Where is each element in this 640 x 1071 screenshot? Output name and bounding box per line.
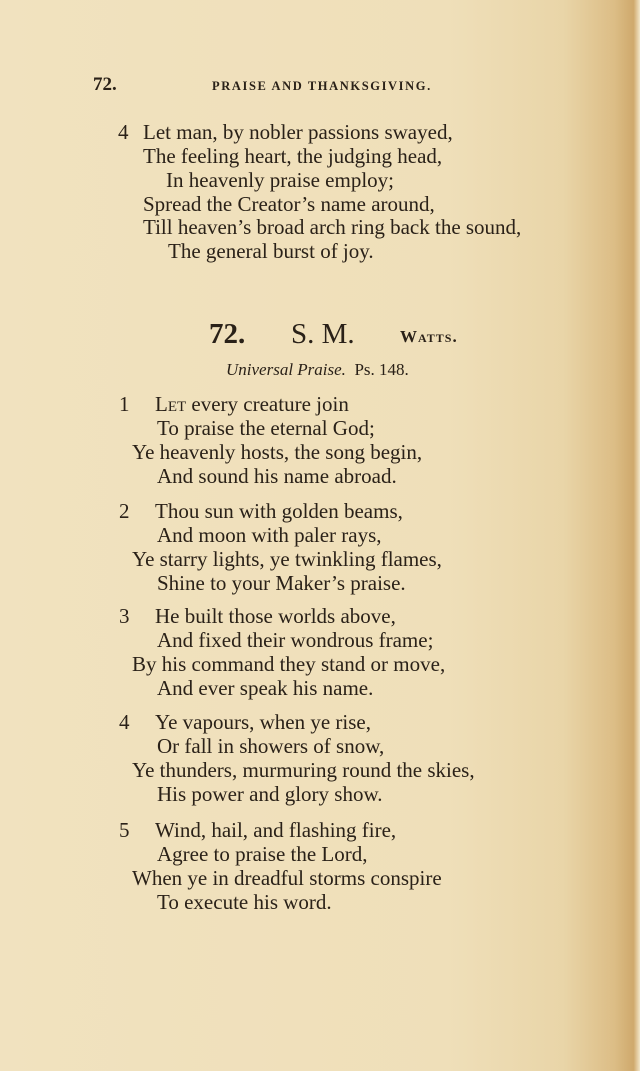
- verse-line: In heavenly praise employ;: [166, 168, 395, 192]
- line-rest: every creature join: [186, 392, 349, 416]
- verse-line: And sound his name abroad.: [157, 464, 397, 488]
- subtitle-title: Universal Praise.: [226, 360, 346, 379]
- verse-line: [155, 392, 349, 416]
- verse-line: Let man, by nobler passions swayed,: [143, 120, 453, 144]
- verse-line: When ye in dreadful storms conspire: [132, 866, 442, 890]
- verse-line: By his command they stand or move,: [132, 652, 446, 676]
- verse-line: Thou sun with golden beams,: [155, 499, 403, 523]
- running-title: PRAISE AND THANKSGIVING.: [212, 79, 432, 93]
- verse-line: The feeling heart, the judging head,: [143, 144, 443, 168]
- verse-line: Shine to your Maker’s praise.: [157, 571, 406, 595]
- verse-line: Ye heavenly hosts, the song begin,: [132, 440, 423, 464]
- verse-line: Ye starry lights, ye twinkling flames,: [132, 547, 442, 571]
- stanza-number: 4: [119, 710, 130, 734]
- stanza-number: 4: [118, 120, 129, 144]
- hymn-author: Watts.: [400, 327, 458, 346]
- psalm-reference: Ps. 148.: [354, 360, 409, 379]
- stanza-number: 2: [119, 499, 130, 523]
- verse-line: Agree to praise the Lord,: [157, 842, 368, 866]
- verse-line: He built those worlds above,: [155, 604, 396, 628]
- verse-line: Ye vapours, when ye rise,: [155, 710, 371, 734]
- verse-line: And ever speak his name.: [157, 676, 374, 700]
- verse-line: The general burst of joy.: [168, 239, 374, 263]
- stanza-number: 5: [119, 818, 130, 842]
- verse-line: His power and glory show.: [157, 782, 383, 806]
- hymn-meter: S. M.: [291, 318, 355, 350]
- verse-line: Ye thunders, murmuring round the skies,: [132, 758, 475, 782]
- stanza-number: 3: [119, 604, 130, 628]
- verse-line: To execute his word.: [157, 890, 332, 914]
- hymn-subtitle: [226, 360, 409, 380]
- verse-line: And moon with paler rays,: [157, 523, 382, 547]
- hymn-number: 72.: [209, 318, 246, 350]
- verse-line: Till heaven’s broad arch ring back the sound,: [143, 215, 522, 239]
- verse-line: Spread the Creator’s name around,: [143, 192, 435, 216]
- page-number: 72.: [93, 74, 117, 95]
- verse-line: And fixed their wondrous frame;: [157, 628, 434, 652]
- verse-line: Or fall in showers of snow,: [157, 734, 385, 758]
- stanza-number: 1: [119, 392, 130, 416]
- verse-line: To praise the eternal God;: [157, 416, 375, 440]
- verse-line: Wind, hail, and flashing fire,: [155, 818, 397, 842]
- drop-word: Let: [155, 392, 187, 416]
